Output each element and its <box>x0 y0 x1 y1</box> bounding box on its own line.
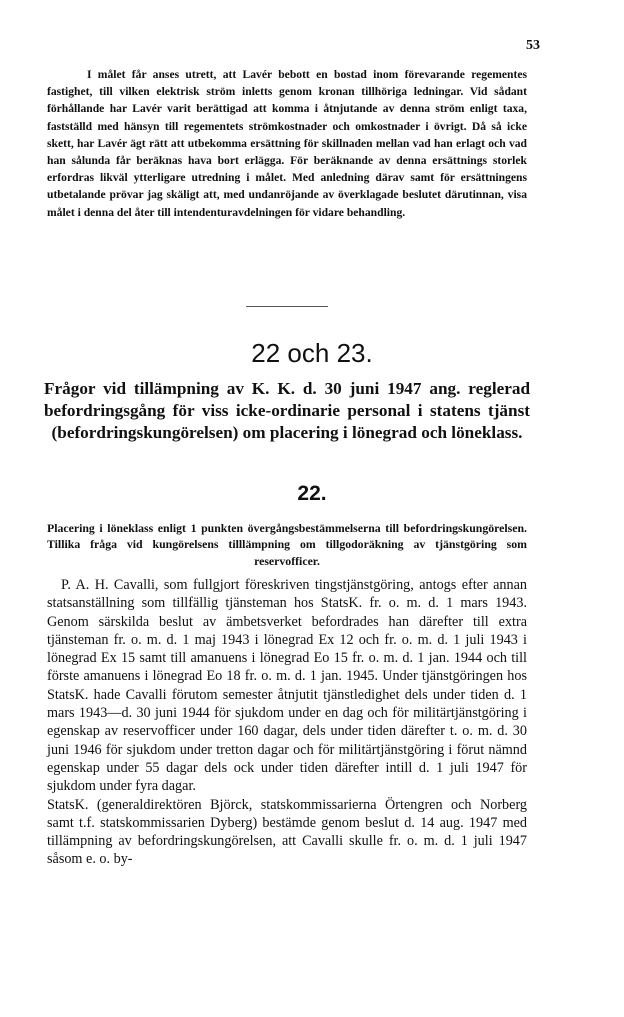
section-title: Frågor vid tillämpning av K. K. d. 30 juni 1947 ang. reglerad befordringsgång för viss icke-ordinarie personal i statens tjänst (befordringskungörelsen) om placering i lönegrad och löneklass. <box>44 379 530 442</box>
section-divider <box>246 306 328 307</box>
body-text <box>47 576 527 869</box>
subsection-title: Placering i löneklass enligt 1 punkten övergångsbestämmelserna till befordringskungörelsen. Tillika fråga vid kungörelsens tilllämpning om tillgodoräkning av tjänstgöring som reservofficer. <box>47 521 527 568</box>
subsection-number: 22. <box>297 482 327 505</box>
body-paragraph-1: P. A. H. Cavalli, som fullgjort föreskriven tingstjänstgöring, antogs efter annan statsanställning som tillfällig tjänsteman hos StatsK. fr. o. m. d. 1 mars 1943. Genom särskilda beslut av ämbetsverket befordrades han därefter till extra tjänsteman fr. o. m. d. 1 maj 1943 i lönegrad Ex 12 och fr. o. m. d. 1 juli 1943 i lönegrad Ex 15 samt till amanuens i lönegrad Eo 15 fr. o. m. d. 1 jan. 1944 och till förste amanuens i lönegrad Eo 18 fr. o. m. d. 1 jan. 1945. Under tjänstgöringen hos StatsK. hade Cavalli förutom semester åtnjutit tjänstledighet dels under tiden d. 1 mars 1943—d. 30 juni 1944 för sjukdom under en dag och för militärtjänstgöring i egenskap av reservofficer under 160 dagar, dels under tiden därefter t. o. m. d. 30 juni 1946 för sjukdom under tretton dagar och för militärtjänstgöring i förut nämnd egenskap under 55 dagar dels ock under tiden därefter intill d. 1 juli 1947 för sjukdom under fyra dagar. <box>47 577 527 795</box>
body-paragraph-2: StatsK. (generaldirektören Björck, statskommissarierna Örtengren och Norberg samt t.f. statskommissarien Dyberg) bestämde genom beslut d. 14 aug. 1947 med tillämpning av befordringskungörelsen, att Cavalli skulle fr. o. m. d. 1 juli 1947 såsom e. o. by- <box>47 796 527 868</box>
intro-paragraph: I målet får anses utrett, att Lavér bebott en bostad inom förevarande regementes fastighet, till vilken elektrisk ström inletts genom kronan tillhöriga ledningar. Vid sådant förhållande har Lavér varit berättigad att komma i åtnjutande av denna ström enligt taxa, fastställd med hänsyn till regementets strömkostnader och omkostnader i övrigt. Då så icke skett, har Lavér ägt rätt att utbekomma ersättning för skillnaden mellan vad han erlagt och vad han sålunda får beräknas hava bort erlägga. För beräknande av denna ersättnings storlek erfordras likväl ytterligare utredning i målet. Med anledning därav samt för ersättningens utbetalande prövar jag skäligt att, med undanröjande av överklagade beslutet därutinnan, visa målet i denna del åter till intendenturavdelningen för vidare behandling. <box>47 68 527 219</box>
section-heading: 22 och 23. <box>251 338 373 368</box>
page-number: 53 <box>526 38 540 53</box>
